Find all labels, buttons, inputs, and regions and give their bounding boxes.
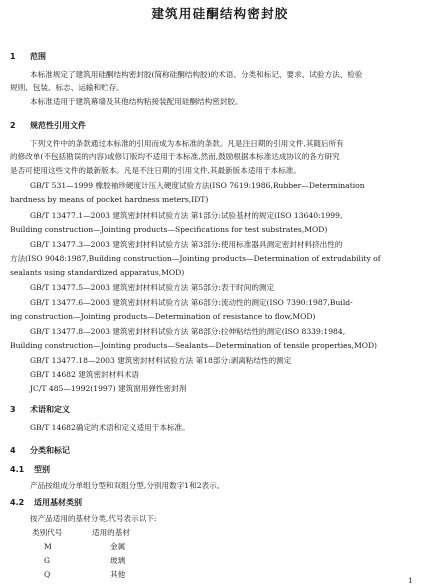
reference-line: GB/T 13477.3—2003 建筑密封材料试验方法 第3部分:使用标准器具测定密封材料挤出性的 (30, 240, 343, 249)
paragraph-line: 产品按组成分单组分型和双组分型,分别用数字1和2表示。 (30, 481, 225, 490)
subsection-title: 型别 (34, 465, 50, 474)
paragraph-line: 下列文件中的条款通过本标准的引用而成为本标准的条款。凡是注日期的引用文件,其随后所有 (30, 139, 344, 148)
paragraph-line: 的修改单(不包括勘误的内容)或修订版均不适用于本标准,然而,鼓励根据本标准达成协议的各方研究 (10, 152, 340, 161)
section-title: 分类和标记 (30, 446, 70, 455)
subsection-4-2-heading (10, 498, 82, 507)
page-number: 1 (408, 576, 413, 585)
reference-line: ing construction—Jointing products—Determination of resistance to flow,MOD) (10, 312, 316, 321)
reference-line: sealants using standardized apparatus,MOD) (10, 268, 185, 277)
reference-line: JC/T 485—1992(1997) 建筑窗用弹性密封剂 (30, 384, 187, 393)
section-number: 2 (10, 121, 16, 130)
section-3-heading (10, 405, 70, 414)
subsection-title: 适用基材类别 (34, 498, 82, 507)
reference-line: GB/T 531—1999 橡胶袖珍硬度计压入硬度试验方法(ISO 7619:1986,Rubber—Determination (30, 181, 365, 190)
reference-line: GB/T 13477.6—2003 建筑密封材料试验方法 第6部分:流动性的测定(ISO 7390:1987,Build- (30, 298, 353, 307)
reference-line: hardness by means of pocket hardness meters,IDT) (10, 195, 209, 204)
paragraph-line: 本标准适用于建筑幕墙及其他结构粘接装配用硅酮结构密封胶。 (30, 97, 243, 106)
reference-line: Building construction—Jointing products—Sealants—Determination of tensile properties,MOD) (10, 341, 378, 350)
table-cell-material: 玻璃 (110, 556, 126, 565)
table-cell-code: Q (44, 570, 51, 579)
section-2-heading (10, 121, 86, 130)
reference-line: GB/T 13477.8—2003 建筑密封材料试验方法 第8部分:拉伸粘结性的测定(ISO 8339:1984, (30, 327, 346, 336)
section-number: 1 (10, 52, 16, 61)
table-header-material: 适用的基材 (92, 528, 130, 537)
reference-line: GB/T 14682 建筑密封材料术语 (30, 370, 140, 379)
reference-line: GB/T 13477.5—2003 建筑密封材料试验方法 第5部分:表干时间的测定 (30, 283, 275, 292)
table-cell-code: M (44, 542, 52, 551)
paragraph-line: 规则、包装、标志、运输和贮存。 (10, 83, 124, 92)
section-1-heading (10, 52, 46, 61)
reference-line: Building construction—Jointing products—Specifications for test substrates,MOD) (10, 225, 328, 234)
table-cell-code: G (44, 556, 51, 565)
paragraph-line: 本标准规定了建筑用硅酮结构密封胶(简称硅酮结构胶)的术语、分类和标记、要求、试验方法、检验 (30, 70, 363, 79)
section-title: 范围 (30, 52, 46, 61)
paragraph-line: 是否可使用这些文件的最新版本。凡是不注日期的引用文件,其最新版本适用于本标准。 (10, 166, 301, 175)
page-title: 建筑用硅酮结构密封胶 (151, 6, 289, 21)
table-cell-material: 金属 (110, 542, 126, 551)
subsection-number: 4.1 (10, 465, 25, 474)
table-cell-material: 其他 (110, 570, 126, 579)
subsection-4-1-heading (10, 465, 50, 474)
reference-line: GB/T 13477.18—2003 建筑密封材料试验方法 第18部分:剥离粘结性的测定 (30, 356, 292, 365)
reference-line: GB/T 13477.1—2003 建筑密封材料试验方法 第1部分:试验基材的规定(ISO 13640:1999, (30, 211, 343, 220)
reference-line: 方法(ISO 9048:1987,Building construction—Jointing products—Determination of extrudability of (10, 254, 381, 263)
subsection-number: 4.2 (10, 498, 25, 507)
section-number: 3 (10, 405, 16, 414)
section-title: 术语和定义 (30, 405, 70, 414)
section-4-heading (10, 446, 70, 455)
section-number: 4 (10, 446, 16, 455)
paragraph-line: 按产品适用的基材分类,代号表示以下: (30, 514, 157, 523)
table-header-code: 类别代号 (32, 528, 63, 537)
section-title: 规范性引用文件 (30, 121, 86, 130)
paragraph-line: GB/T 14682确定的术语和定义适用于本标准。 (30, 423, 190, 432)
